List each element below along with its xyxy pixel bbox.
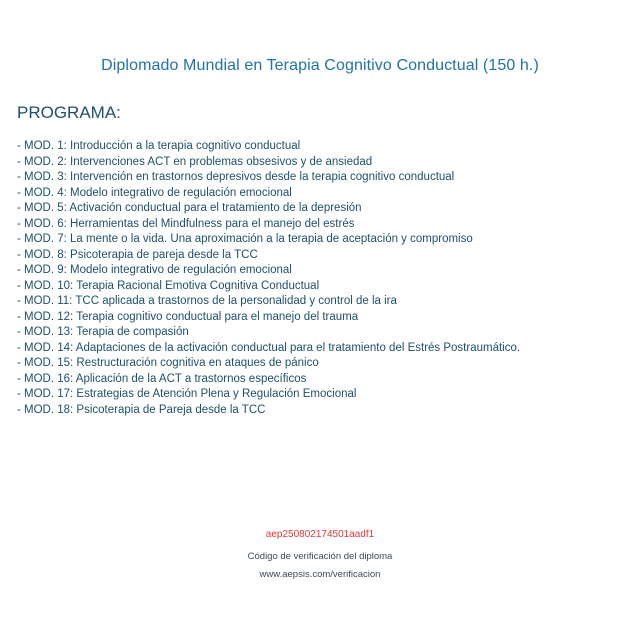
module-item: - MOD. 15: Restructuración cognitiva en ataques de pánico [17,357,319,369]
module-item: - MOD. 13: Terapia de compasión [17,326,189,338]
module-list [17,139,630,418]
module-item: - MOD. 8: Psicoterapia de pareja desde la TCC [17,248,258,261]
module-item: - MOD. 16: Aplicación de la ACT a trastornos específicos [17,372,307,385]
module-item: - MOD. 3: Intervención en trastornos depresivos desde la terapia cognitivo conductual [17,171,455,183]
module-item: - MOD. 18: Psicoterapia de Pareja desde la TCC [17,403,266,416]
module-item: - MOD. 1: Introducción a la terapia cognitivo conductual [17,140,301,152]
module-item: - MOD. 14: Adaptaciones de la activación conductual para el tratamiento del Estrés Postraumático. [17,341,521,354]
program-heading: PROGRAMA: [17,103,121,122]
verification-code: aep250802174501aadf1 [265,529,375,540]
module-item: - MOD. 7: La mente o la vida. Una aproximación a la terapia de aceptación y compromiso [17,233,473,245]
verification-url: www.aepsis.com/verificacion [259,569,381,580]
module-item: - MOD. 6: Herramientas del Mindfulness para el manejo del estrés [17,217,355,230]
verification-caption: Código de verificación del diploma [247,551,393,562]
module-item: - MOD. 5: Activación conductual para el tratamiento de la depresión [17,202,362,214]
module-item: - MOD. 2: Intervenciones ACT en problemas obsesivos y de ansiedad [17,155,373,168]
module-item: - MOD. 10: Terapia Racional Emotiva Cognitiva Conductual [17,279,320,292]
module-item: - MOD. 11: TCC aplicada a trastornos de la personalidad y control de la ira [17,295,397,307]
module-item: - MOD. 17: Estrategias de Atención Plena y Regulación Emocional [17,388,357,400]
module-item: - MOD. 9: Modelo integrativo de regulación emocional [17,264,292,276]
module-item: - MOD. 4: Modelo integrativo de regulación emocional [17,186,292,199]
diploma-title: Diplomado Mundial en Terapia Cognitivo Conductual (150 h.) [101,57,539,74]
module-item: - MOD. 12: Terapia cognitivo conductual para el manejo del trauma [17,310,359,323]
